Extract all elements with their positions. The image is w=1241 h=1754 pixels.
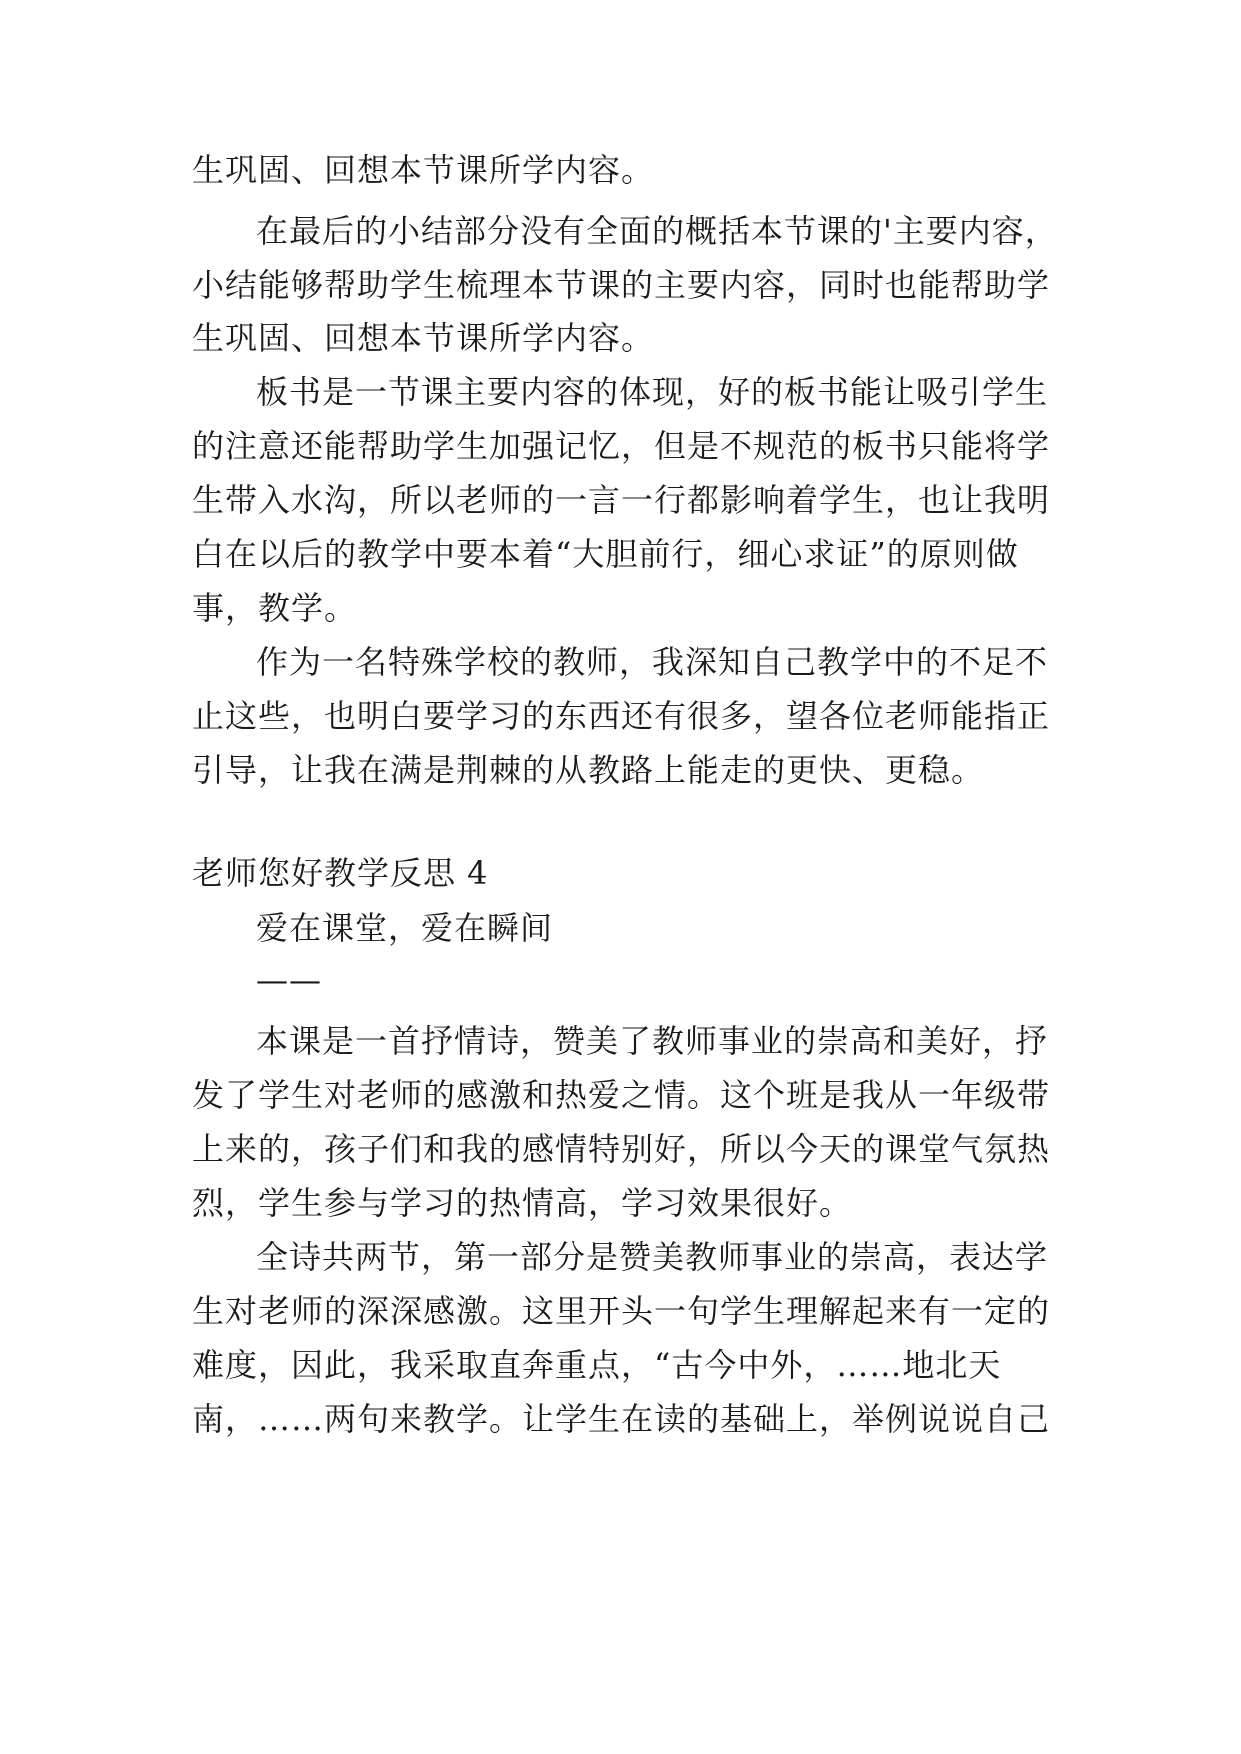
paragraph-line: 引导，让我在满是荆棘的从教路上能走的更快、更稳。 <box>192 751 985 789</box>
paragraph-line: 本课是一首抒情诗，赞美了教师事业的崇高和美好，抒 <box>256 1022 1049 1060</box>
paragraph-line: 在最后的小结部分没有全面的概括本节课的'主要内容， <box>256 212 1058 250</box>
paragraph-line: 难度，因此，我采取直奔重点，“古今中外，……地北天 <box>192 1346 1002 1384</box>
paragraph-line: 上来的，孩子们和我的感情特别好，所以今天的课堂气氛热 <box>192 1130 1051 1168</box>
paragraph-line: 白在以后的教学中要本着“大胆前行，细心求证”的原则做 <box>192 535 1019 573</box>
dash-line: —— <box>256 961 322 999</box>
paragraph-line: 全诗共两节，第一部分是赞美教师事业的崇高，表达学 <box>256 1238 1049 1276</box>
paragraph-line: 生对老师的深深感激。这里开头一句学生理解起来有一定的 <box>192 1292 1051 1330</box>
paragraph-line: 小结能够帮助学生梳理本节课的主要内容，同时也能帮助学 <box>192 266 1051 304</box>
paragraph-line: 生巩固、回想本节课所学内容。 <box>192 151 655 189</box>
paragraph-line: 板书是一节课主要内容的体现，好的板书能让吸引学生 <box>256 373 1049 411</box>
subtitle-line: 爱在课堂，爱在瞬间 <box>256 909 554 947</box>
paragraph-line: 事，教学。 <box>192 589 358 627</box>
section-heading: 老师您好教学反思 4 <box>192 854 489 892</box>
paragraph-line: 作为一名特殊学校的教师，我深知自己教学中的不足不 <box>256 643 1049 681</box>
paragraph-line: 南，……两句来教学。让学生在读的基础上，举例说说自己 <box>192 1400 1051 1438</box>
paragraph-line: 发了学生对老师的感激和热爱之情。这个班是我从一年级带 <box>192 1076 1051 1114</box>
paragraph-line: 烈，学生参与学习的热情高，学习效果很好。 <box>192 1184 853 1222</box>
paragraph-line: 生带入水沟，所以老师的一言一行都影响着学生，也让我明 <box>192 481 1051 519</box>
paragraph-line: 止这些，也明白要学习的东西还有很多，望各位老师能指正 <box>192 697 1051 735</box>
paragraph-line: 生巩固、回想本节课所学内容。 <box>192 319 655 357</box>
paragraph-line: 的注意还能帮助学生加强记忆，但是不规范的板书只能将学 <box>192 427 1051 465</box>
